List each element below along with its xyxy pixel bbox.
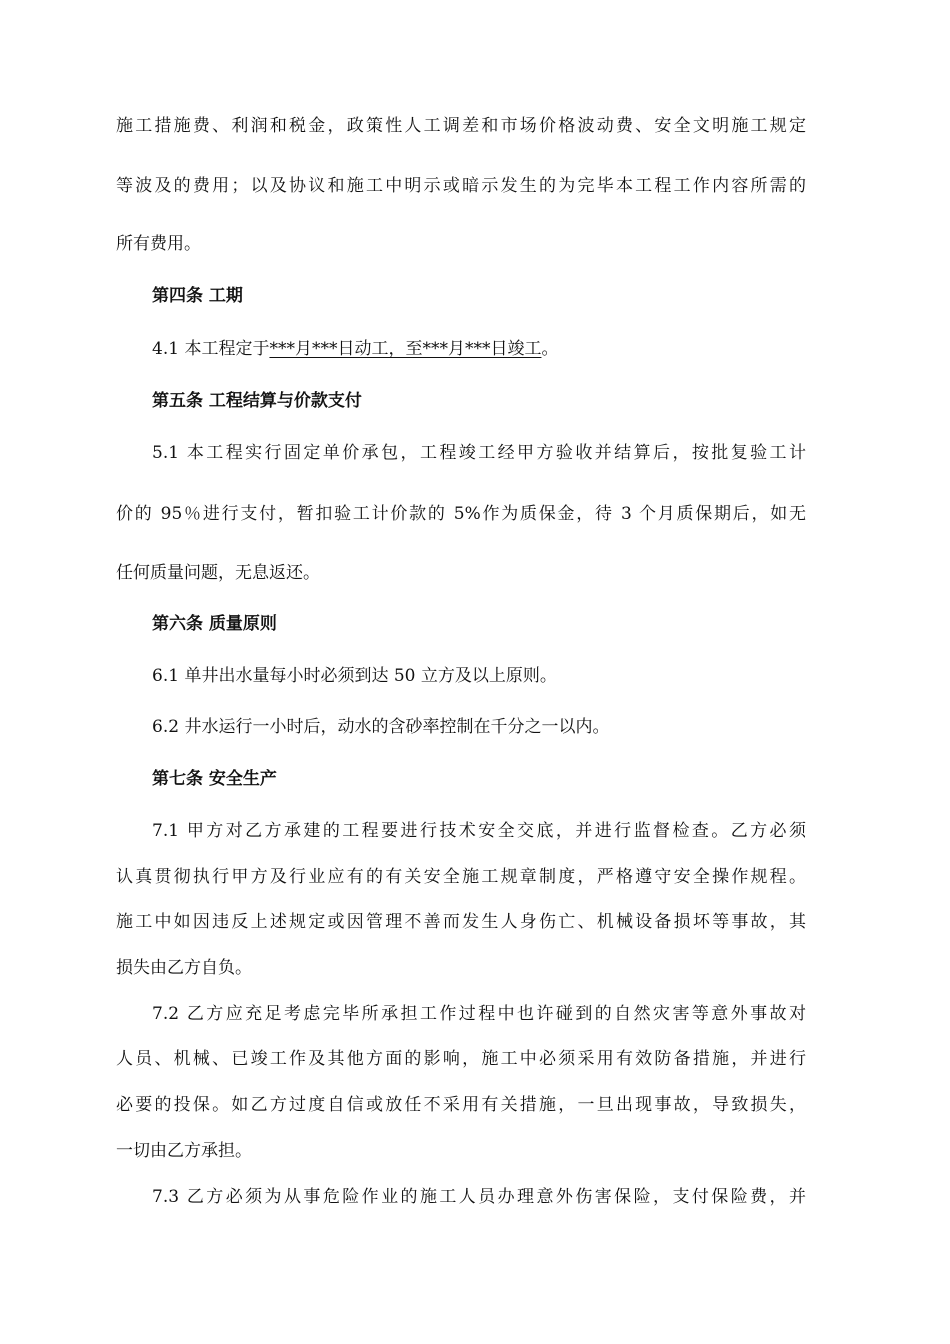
clause-6-1: 6.1 单井出水量每小时必须到达 50 立方及以上原则。 (152, 666, 557, 686)
article-4-heading: 第四条 工期 (152, 286, 243, 306)
clause-5-1-line: 价的 95％进行支付，暂扣验工计价款的 5%作为质保金，待 3 个月质保期后，如无 (116, 504, 806, 524)
body-line: 施工措施费、利润和税金，政策性人工调差和市场价格波动费、安全文明施工规定 (116, 116, 806, 136)
article-6-heading: 第六条 质量原则 (152, 614, 277, 634)
clause-4-1 (152, 338, 806, 360)
clause-7-2-line: 人员、机械、已竣工作及其他方面的影响，施工中必须采用有效防备措施，并进行 (116, 1049, 806, 1069)
clause-7-1-line: 7.1 甲方对乙方承建的工程要进行技术安全交底，并进行监督检查。乙方必须 (152, 821, 806, 841)
clause-7-2-line: 必要的投保。如乙方过度自信或放任不采用有关措施，一旦出现事故，导致损失， (116, 1095, 806, 1115)
clause-7-1-line: 认真贯彻执行甲方及行业应有的有关安全施工规章制度，严格遵守安全操作规程。 (116, 867, 806, 887)
body-line: 所有费用。 (116, 234, 201, 254)
body-line: 等波及的费用；以及协议和施工中明示或暗示发生的为完毕本工程工作内容所需的 (116, 176, 806, 196)
clause-7-1-line: 施工中如因违反上述规定或因管理不善而发生人身伤亡、机械设备损坏等事故，其 (116, 912, 806, 932)
clause-5-1-line: 任何质量问题，无息返还。 (116, 563, 320, 583)
clause-4-1-suffix: 。 (541, 339, 559, 359)
clause-4-1-dates: ***月***日动工，至***月***日竣工 (269, 339, 542, 359)
clause-7-2-line: 一切由乙方承担。 (116, 1141, 252, 1161)
clause-4-1-prefix: 4.1 本工程定于 (152, 339, 270, 359)
clause-6-2: 6.2 井水运行一小时后，动水的含砂率控制在千分之一以内。 (152, 717, 610, 737)
clause-7-2-line: 7.2 乙方应充足考虑完毕所承担工作过程中也许碰到的自然灾害等意外事故对 (152, 1004, 806, 1024)
article-7-heading: 第七条 安全生产 (152, 769, 277, 789)
article-5-heading: 第五条 工程结算与价款支付 (152, 391, 362, 411)
clause-7-1-line: 损失由乙方自负。 (116, 958, 252, 978)
clause-5-1-line: 5.1 本工程实行固定单价承包，工程竣工经甲方验收并结算后，按批复验工计 (152, 443, 806, 463)
clause-7-3-line: 7.3 乙方必须为从事危险作业的施工人员办理意外伤害保险，支付保险费，并 (152, 1187, 806, 1207)
